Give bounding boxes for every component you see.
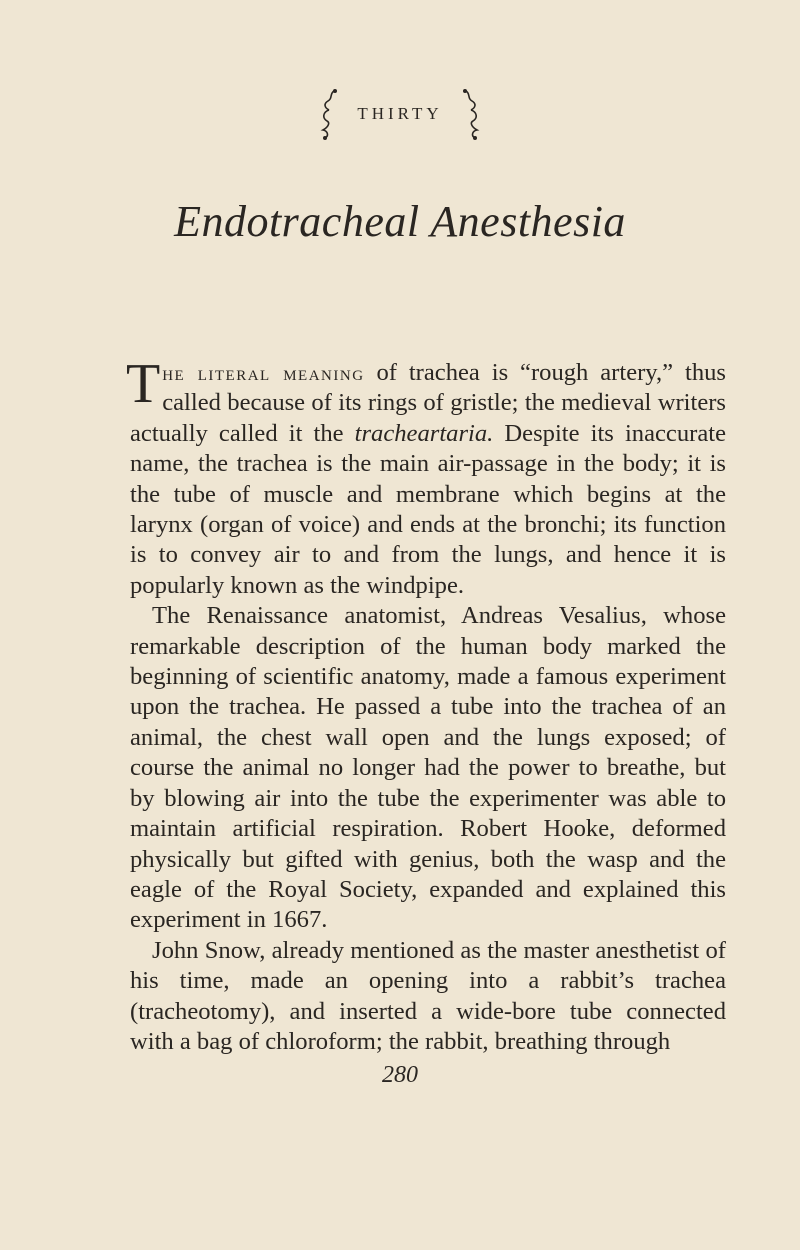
chapter-title: Endotracheal Anesthesia — [174, 197, 626, 246]
left-flourish-icon — [319, 88, 341, 140]
drop-cap: T — [126, 353, 161, 415]
chapter-number: THIRTY — [357, 104, 443, 123]
paragraph-1-text-a: of trachea is “rough artery,” thus called because of its rings of gristle; the medieval writers actually called it the — [130, 359, 726, 447]
chapter-heading — [0, 88, 800, 144]
italic-term: tracheartaria. — [354, 419, 494, 447]
paragraph-1-text-b: Despite its inaccurate name, the trachea is the main air-passage in the body; it is the tube of muscle and membrane which begins at the larynx (organ of voice) and ends at the bronchi; its function is to convey air to and from the lungs, and hence it is popularly known as the windpipe. — [130, 419, 726, 599]
opening-small-caps: he literal meaning — [162, 361, 365, 385]
right-flourish-icon — [459, 88, 481, 140]
body-text — [126, 353, 726, 1057]
paragraph-2: The Renaissance anatomist, Andreas Vesalius, whose remarkable description of the human body marked the beginning of scientific anatomy, made a famous experiment upon the trachea. He passed a tube into the trachea of an animal, the chest wall open and the lungs exposed; of course the animal no longer had the power to breathe, but by blowing air into the tube the experimenter was able to maintain artificial respiration. Robert Hooke, deformed physically but gifted with genius, both the wasp and the eagle of the Royal Society, expanded and explained this experiment in 1667. — [130, 602, 726, 934]
page-number: 280 — [382, 1062, 418, 1088]
paragraph-1 — [126, 353, 726, 601]
paragraph-3: John Snow, already mentioned as the master anesthetist of his time, made an opening into a rabbit’s trachea (tracheotomy), and inserted a wide-bore tube connected with a bag of chloroform; the rabbit, breathing through — [130, 936, 726, 1055]
